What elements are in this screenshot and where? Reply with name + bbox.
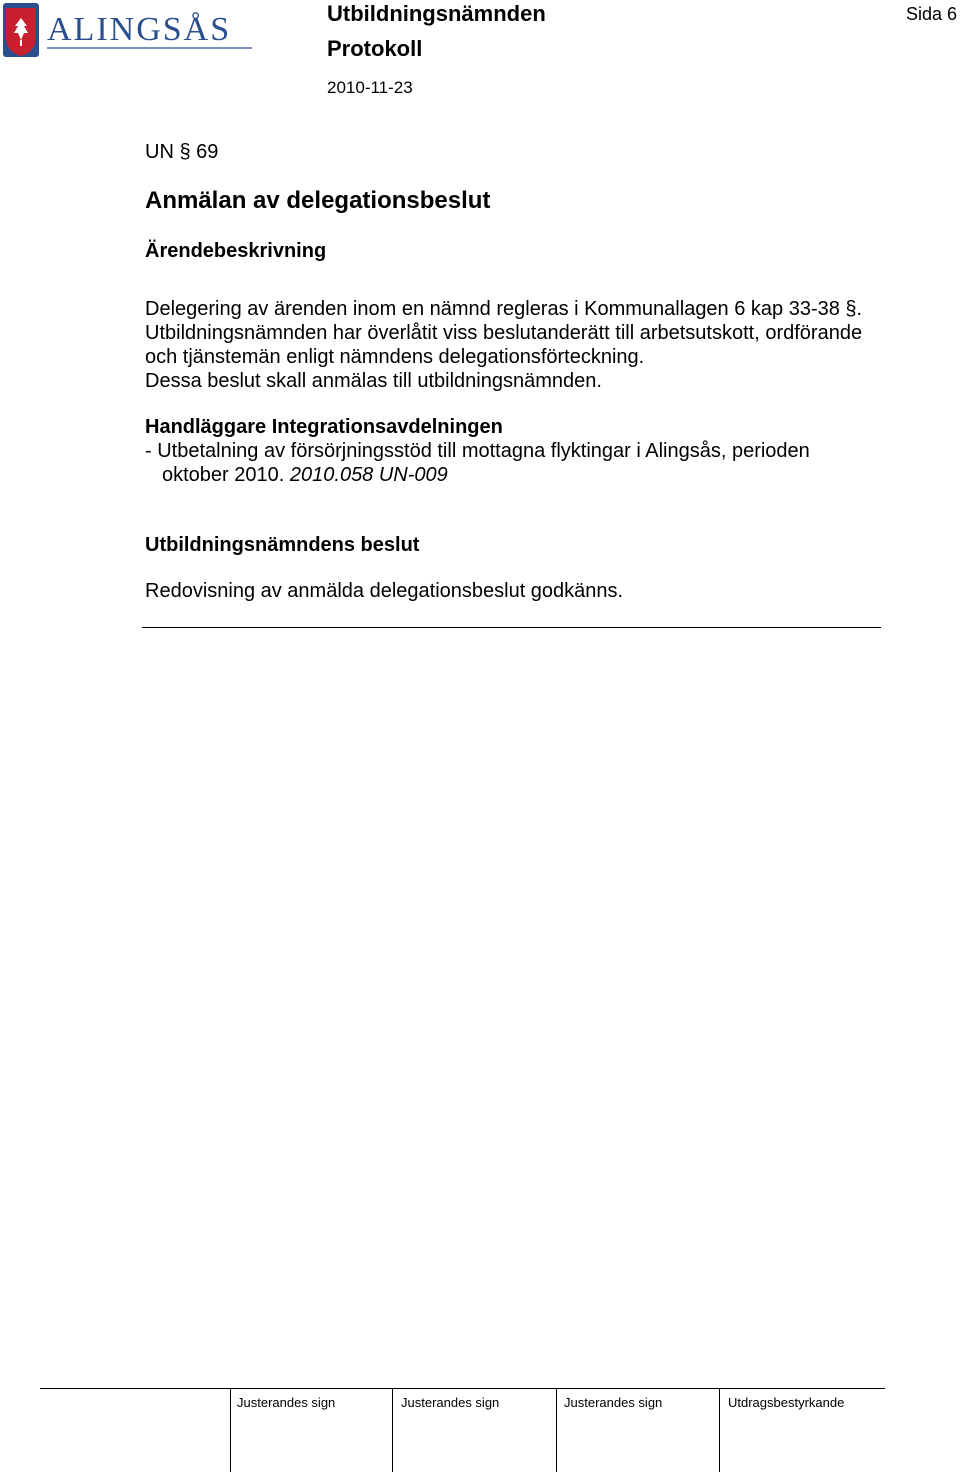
description-line: och tjänstemän enligt nämndens delegationsförteckning.: [145, 346, 645, 368]
description-line: Dessa beslut skall anmälas till utbildningsnämnden.: [145, 370, 602, 392]
footer-divider: [556, 1388, 557, 1472]
description-line: Delegering av ärenden inom en nämnd regleras i Kommunallagen 6 kap 33-38 §.: [145, 298, 863, 320]
handler-heading: Handläggare Integrationsavdelningen: [145, 416, 503, 438]
logo-wordmark: ALINGSÅS: [47, 11, 232, 48]
handler-item-reference: 2010.058 UN-009: [289, 464, 448, 486]
case-title: Anmälan av delegationsbeslut: [145, 187, 491, 214]
paragraph-reference: UN § 69: [145, 141, 219, 163]
handler-item-line: - Utbetalning av försörjningsstöd till mottagna flyktingar i Alingsås, perioden: [145, 440, 810, 462]
footer-divider: [392, 1388, 393, 1472]
alingsas-logo: [0, 0, 260, 62]
signature-label: Justerandes sign: [564, 1395, 663, 1410]
signature-label: Justerandes sign: [237, 1395, 336, 1410]
certification-label: Utdragsbestyrkande: [728, 1395, 845, 1410]
footer-divider: [230, 1388, 231, 1472]
footer-rule: [40, 1388, 885, 1389]
coat-of-arms-icon: [3, 3, 39, 57]
document-type: Protokoll: [327, 36, 423, 61]
description-line: Utbildningsnämnden har överlåtit viss beslutanderätt till arbetsutskott, ordförande: [145, 322, 863, 344]
decision-text: Redovisning av anmälda delegationsbeslut godkänns.: [145, 580, 624, 602]
committee-name: Utbildningsnämnden: [327, 1, 546, 26]
signature-label: Justerandes sign: [401, 1395, 500, 1410]
handler-item-line: [162, 464, 448, 487]
handler-item-period: oktober 2010.: [162, 464, 285, 486]
footer-divider: [719, 1388, 720, 1472]
decision-heading: Utbildningsnämndens beslut: [145, 534, 420, 556]
page-number: Sida 6: [906, 4, 958, 24]
section-divider: [142, 627, 881, 628]
meeting-date: 2010-11-23: [327, 78, 413, 97]
description-heading: Ärendebeskrivning: [145, 240, 327, 262]
